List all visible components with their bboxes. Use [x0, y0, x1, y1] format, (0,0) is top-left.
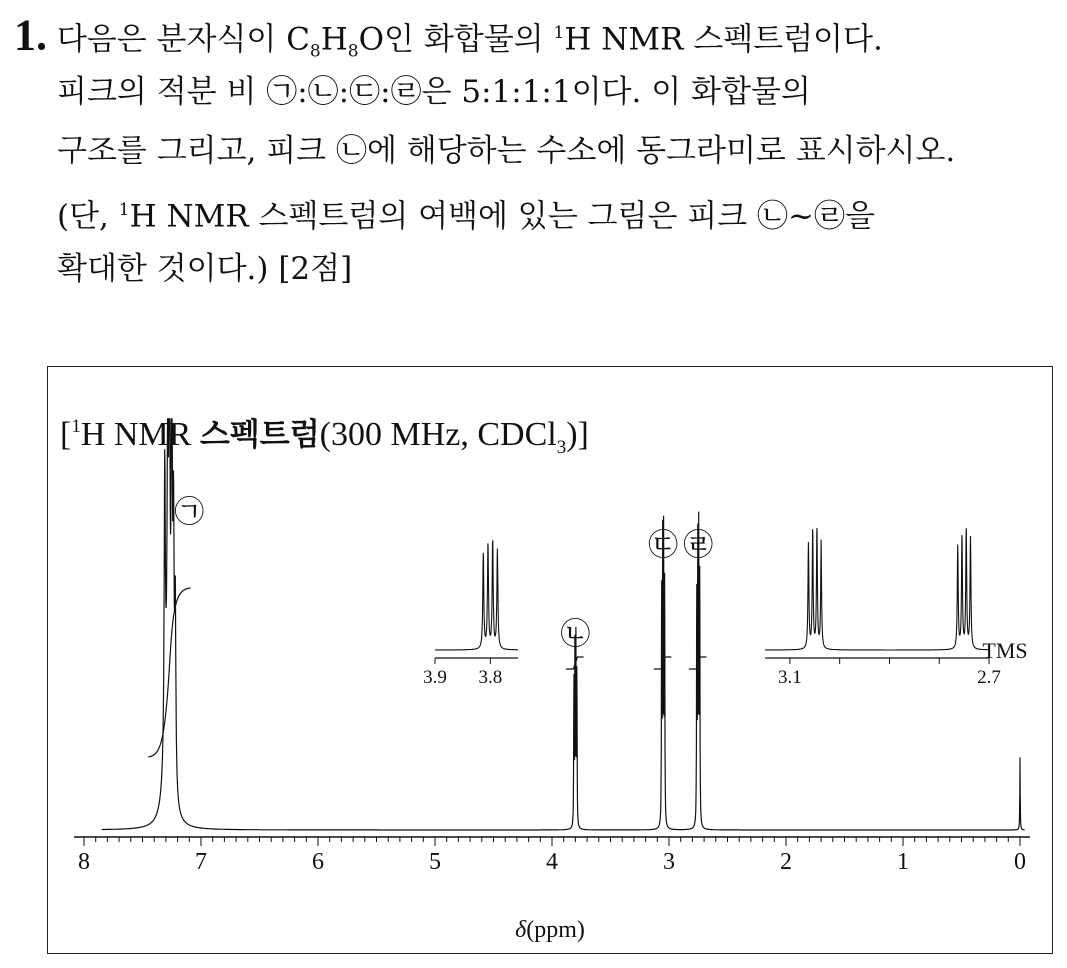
question-text: [14, 4, 1059, 299]
inset-tick-label: 2.7: [977, 667, 1001, 688]
inset-peaks-3-4: [765, 528, 1001, 688]
inset-tick-label: 3.8: [478, 667, 503, 688]
question-line-2: 피크의 적분 비 ㉠:㉡:㉢:㉣은 5:1:1:1이다. 이 화합물의: [57, 74, 811, 110]
inset-tick-label: 3.1: [778, 667, 802, 688]
peak-labels: [174, 495, 1027, 663]
chart-title: [$^1$H NMR 스펙트럼(300 MHz, CDCl$_3$)]: [60, 416, 589, 458]
question-line-4: (단, $^1$H NMR 스펙트럼의 여백에 있는 그림은 피크 ㉡~㉣을: [57, 198, 875, 235]
nmr-spectrum-chart: [48, 367, 1054, 955]
x-tick-label: 1: [897, 849, 909, 875]
inset-spectrum-line: [765, 528, 989, 650]
peak-label-1: ㉠: [174, 495, 205, 530]
x-axis-label: δ(ppm): [515, 917, 585, 943]
peak-label-3: ㉢: [648, 528, 679, 563]
x-tick-label: 6: [312, 849, 324, 875]
x-tick-label: 3: [663, 849, 675, 875]
x-tick-label: 8: [78, 849, 90, 875]
inset-tick-label: 3.9: [423, 667, 447, 688]
question-number: 1.: [14, 10, 47, 60]
integral-curve-1: [148, 588, 190, 757]
question-line-3: 구조를 그리고, 피크 ㉡에 해당하는 수소에 동그라미로 표시하시오.: [57, 133, 956, 169]
question-line-5: 확대한 것이다.) [2점]: [57, 251, 353, 287]
x-tick-label: 4: [546, 849, 558, 875]
x-tick-label: 7: [195, 849, 207, 875]
x-tick-label: 5: [429, 849, 441, 875]
peak-label-tms: TMS: [982, 638, 1028, 663]
main-x-axis: [74, 837, 1030, 875]
inset-peak-2: [423, 540, 518, 688]
x-tick-label: 0: [1014, 849, 1026, 875]
x-tick-label: 2: [780, 849, 792, 875]
nmr-spectrum-figure: [47, 366, 1053, 954]
peak-label-4: ㉣: [683, 528, 714, 563]
question-line-1: 1. 다음은 분자식이 $C_8H_8O$인 화합물의 $^1$H NMR 스펙트럼이다.: [14, 10, 883, 62]
inset-spectrum-line: [435, 540, 518, 650]
peak-label-2: ㉡: [560, 617, 591, 652]
